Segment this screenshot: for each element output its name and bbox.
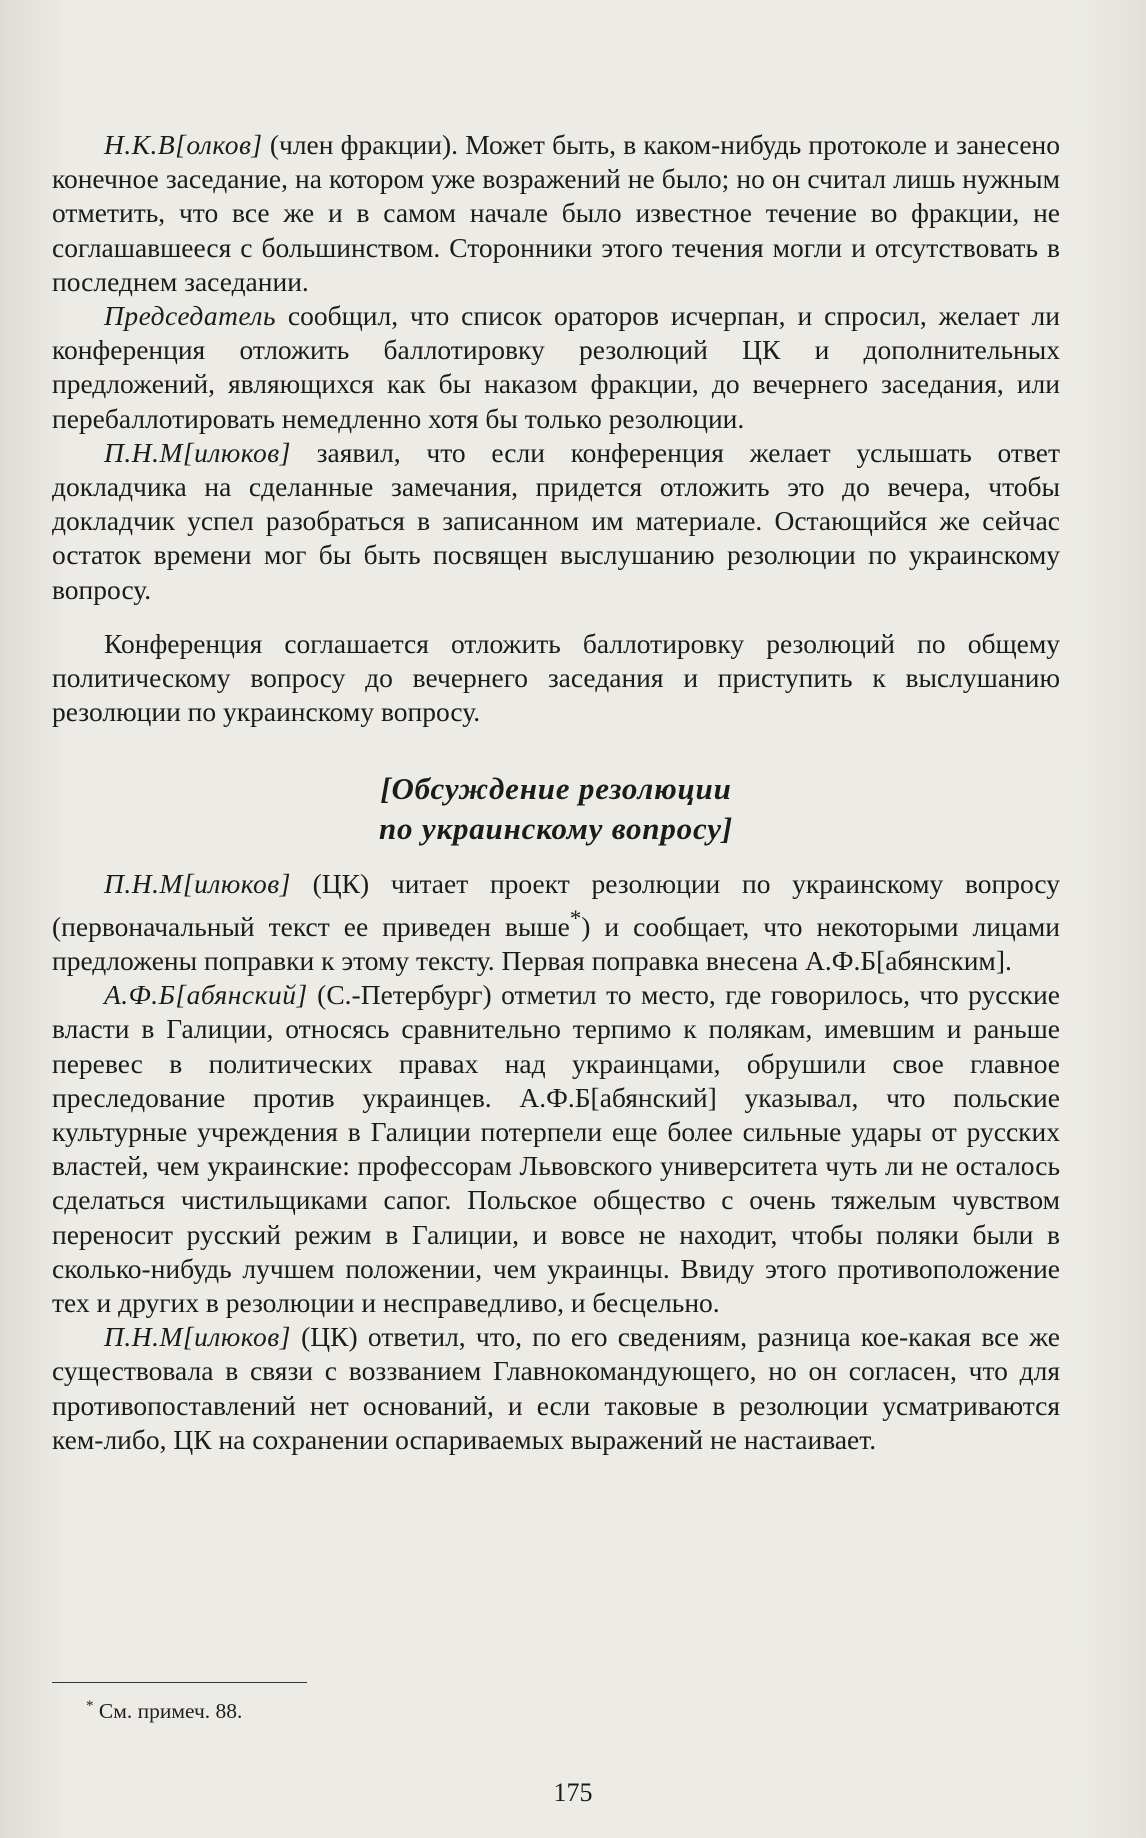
paragraph-text: заявил, что если конференция желает услышать ответ докладчика на сделанные замечания, придется отложить это до вечера, чтобы докладчик успел разобраться в записанном им материале. Остающийся же сейчас остаток времени мог бы быть посвящен выслушанию резолюции по украинскому вопросу. <box>52 436 1060 605</box>
paragraph-chairman <box>52 299 1060 436</box>
paragraph-text: (член фракции). Может быть, в каком-нибудь протоколе и занесено конечное заседание, на котором уже возражений не было; но он считал лишь нужным отметить, что все же и в самом начале было известное течение во фракции, не соглашавшееся с большинством. Сторонники этого течения могли и отсутствовать в последнем заседании. <box>52 129 1060 297</box>
speaker-name: Н.К.В[олков] <box>104 129 263 160</box>
footnote-reference: * <box>569 905 582 931</box>
paragraph-milyukov-3 <box>52 1320 1060 1457</box>
speaker-name: П.Н.М[илюков] <box>104 436 291 468</box>
paragraph-milyukov-1 <box>52 436 1060 607</box>
paragraph-text: сообщил, что список ораторов исчерпан, и спросил, желает ли конференция отложить баллотировку резолюций ЦК и дополнительных предложений, являющихся как бы наказом фракции, до вечернего заседания, или перебаллотировать немедленно хотя бы только резолюции. <box>52 300 1060 434</box>
footnote-divider <box>52 1682 307 1683</box>
speaker-name: А.Ф.Б[абянский] <box>104 979 308 1011</box>
footnote <box>86 1698 242 1724</box>
section-heading <box>52 769 1060 849</box>
heading-line-1: [Обсуждение резолюции <box>380 771 732 807</box>
paragraph-text: (ЦК) ответил, что, по его сведениям, разница кое-какая все же существовала в связи с воззванием Главнокомандующего, но он согласен, что для противопоставлений нет оснований, и если таковые в резолюции усматриваются кем-либо, ЦК на сохранении оспариваемых выражений не настаивает. <box>52 1321 1060 1455</box>
page-number: 175 <box>553 1778 593 1807</box>
speaker-name: Председатель <box>104 300 276 332</box>
footnote-mark: * <box>86 1698 94 1714</box>
paragraph-text: Конференция соглашается отложить баллотировку резолюций по общему политическому вопросу до вечернего заседания и приступить к выслушанию резолюции по украинскому вопросу. <box>52 627 1060 728</box>
footnote-text: См. примеч. 88. <box>93 1699 243 1724</box>
paragraph-text: (ЦК) читает проект резолюции по украинскому вопросу (первоначальный текст ее приведен выше <box>52 868 1060 942</box>
speaker-name: П.Н.М[илюков] <box>104 868 291 900</box>
paragraph-text: (С.-Петербург) отметил то место, где говорилось, что русские власти в Галиции, относясь сравнительно терпимо к полякам, имевшим и раньше перевес в политических правах над украинцами, обрушили свое главное преследование против украинцев. А.Ф.Б[абянский] указывал, что польские культурные учреждения в Галиции потерпели еще более сильные удары от русских властей, чем украинские: профессорам Львовского университета чуть ли не осталось сделаться чистильщиками сапог. Польское общество с очень тяжелым чувством переносит русский режим в Галиции, и вовсе не находит, чтобы поляки были в сколько-нибудь лучшем положении, чем украинцы. Ввиду этого противоположение тех и других в резолюции и несправедливо, и бесцельно. <box>52 979 1060 1319</box>
paragraph-milyukov-2 <box>52 867 1060 978</box>
speaker-name: П.Н.М[илюков] <box>104 1321 291 1353</box>
paragraph-text: ) и сообщает, что некоторыми лицами предложены поправки к этому тексту. Первая поправка внесена А.Ф.Б[абянским]. <box>52 910 1061 977</box>
paragraph-conference-decision <box>52 627 1060 730</box>
main-text <box>52 128 1060 1457</box>
paragraph-babyansky <box>52 978 1060 1320</box>
heading-line-2: по украинскому вопросу] <box>379 811 733 847</box>
paragraph-volkov <box>52 128 1060 299</box>
